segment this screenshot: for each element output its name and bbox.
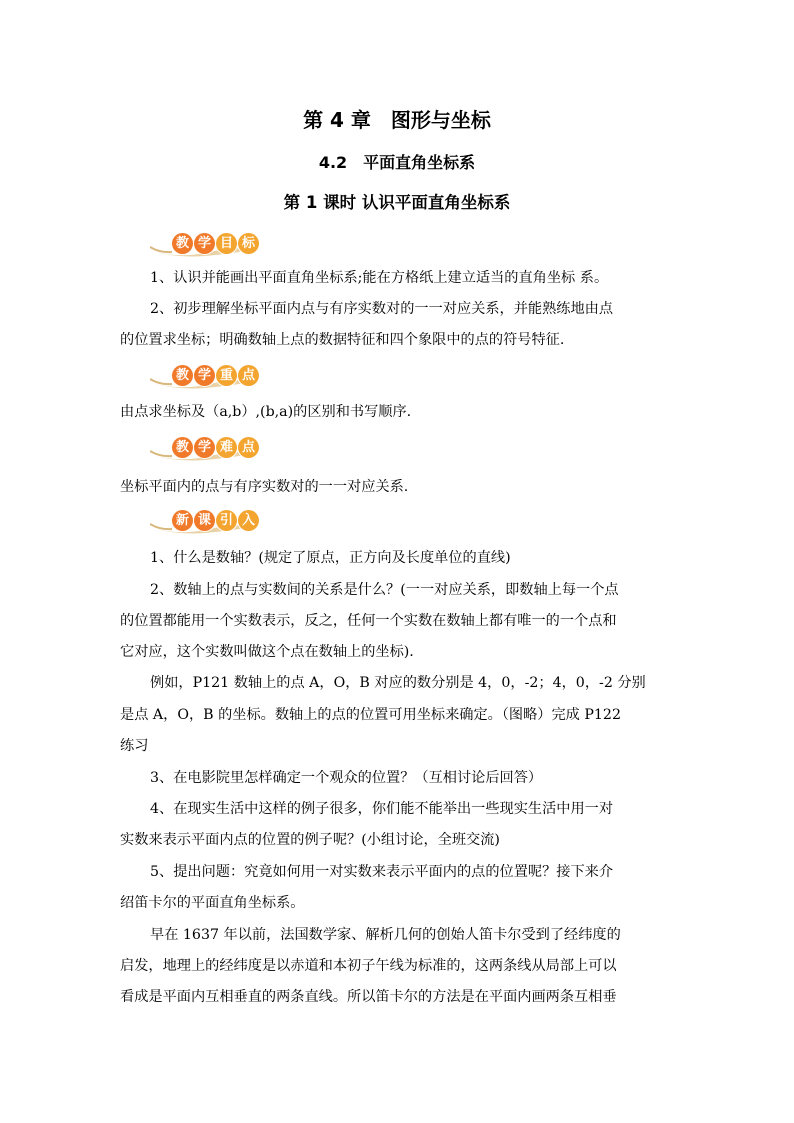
intro-q5-cont: 绍笛卡尔的平面直角坐标系。 [120, 895, 305, 911]
intro-q4-cont: 实数来表示平面内点的位置的例子呢？(小组讨论，全班交流) [120, 832, 500, 848]
key-points-badge [150, 364, 260, 390]
objective-2-cont: 的位置求坐标；明确数轴上点的数据特征和四个象限中的点的符号特征. [120, 332, 565, 348]
difficulties-badge [150, 436, 260, 462]
intro-example-cont: 练习 [120, 738, 149, 754]
badge-char: 教 [172, 437, 193, 458]
key-points-text: 由点求坐标及（a,b）,(b,a)的区别和书写顺序. [120, 404, 412, 420]
objective-1: 1、认识并能画出平面直角坐标系;能在方格纸上建立适当的直角坐标 系。 [150, 270, 609, 286]
intro-q1: 1、什么是数轴？(规定了原点，正方向及长度单位的直线) [150, 550, 511, 566]
badge-char: 点 [238, 365, 259, 386]
intro-example-cont: 是点 A，O，B 的坐标。数轴上的点的位置可用坐标来确定。（图略）完成 P122 [120, 707, 621, 723]
badge-char: 学 [194, 437, 215, 458]
badge-char: 引 [216, 510, 237, 531]
history-para-cont: 看成是平面内互相垂直的两条直线。所以笛卡尔的方法是在平面内画两条互相垂 [120, 989, 617, 1005]
lesson-title: 第 1 课时 认识平面直角坐标系 [283, 193, 511, 212]
intro-q5: 5、提出问题：究竟如何用一对实数来表示平面内的点的位置呢？接下来介 [150, 864, 614, 880]
intro-q4: 4、在现实生活中这样的例子很多，你们能不能举出一些现实生活中用一对 [150, 801, 614, 817]
history-para-cont: 启发，地理上的经纬度是以赤道和本初子午线为标准的，这两条线从局部上可以 [120, 958, 617, 974]
badge-char: 学 [194, 233, 215, 254]
history-para: 早在 1637 年以前，法国数学家、解析几何的创始人笛卡尔受到了经纬度的 [150, 927, 621, 943]
badge-char: 点 [238, 437, 259, 458]
intro-example: 例如，P121 数轴上的点 A，O，B 对应的数分别是 4，0，-2；4，0，-2 分别 [150, 675, 646, 691]
objectives-badge [150, 232, 260, 258]
intro-q2-cont: 它对应，这个实数叫做这个点在数轴上的坐标). [120, 644, 414, 660]
badge-char: 难 [216, 437, 237, 458]
intro-badge [150, 509, 260, 535]
intro-q2-cont: 的位置都能用一个实数表示，反之，任何一个实数在数轴上都有唯一的一个点和 [120, 613, 617, 629]
badge-char: 课 [194, 510, 215, 531]
difficulties-text: 坐标平面内的点与有序实数对的一一对应关系. [120, 479, 409, 495]
section-title: 4.2 平面直角坐标系 [318, 153, 476, 172]
intro-q2: 2、数轴上的点与实数间的关系是什么？(一一对应关系，即数轴上每一个点 [150, 582, 619, 598]
badge-char: 重 [216, 365, 237, 386]
badge-char: 教 [172, 233, 193, 254]
badge-char: 标 [238, 233, 259, 254]
intro-q3: 3、在电影院里怎样确定一个观众的位置？（互相讨论后回答） [150, 770, 543, 786]
chapter-title: 第 4 章 图形与坐标 [303, 108, 491, 132]
objective-2: 2、初步理解坐标平面内点与有序实数对的一一对应关系，并能熟练地由点 [150, 301, 614, 317]
badge-char: 教 [172, 365, 193, 386]
badge-char: 新 [172, 510, 193, 531]
badge-char: 学 [194, 365, 215, 386]
badge-char: 目 [216, 233, 237, 254]
badge-char: 入 [238, 510, 259, 531]
